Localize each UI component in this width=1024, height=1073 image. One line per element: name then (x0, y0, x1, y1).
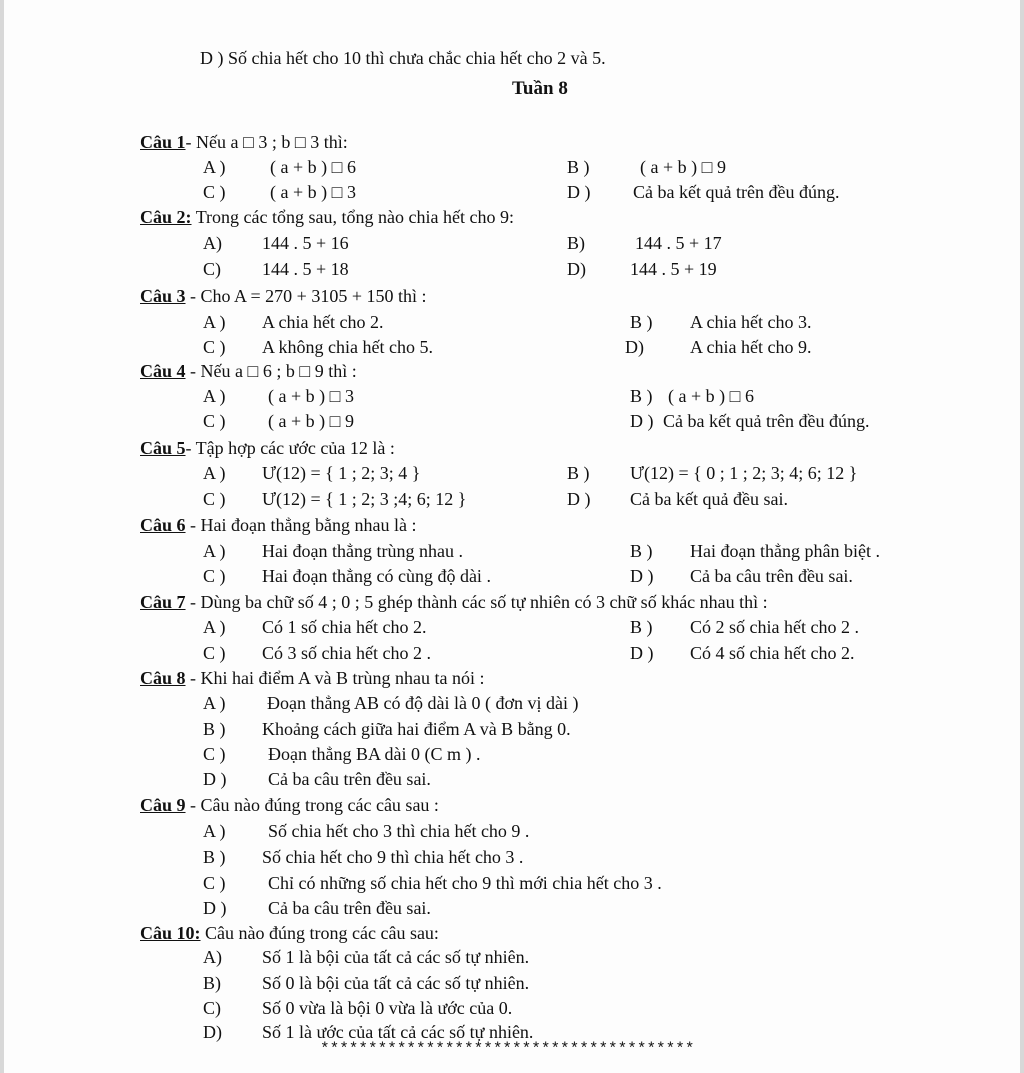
option-key: A ) (203, 617, 226, 637)
question-stem: Câu nào đúng trong các câu sau: (200, 923, 439, 943)
option-key: C ) (203, 411, 226, 431)
option-text: Cả ba kết quả trên đều đúng. (633, 182, 840, 202)
question-7-stem-line (140, 591, 768, 613)
option-text: ( a + b ) □ 9 (268, 411, 355, 431)
option-key: C ) (203, 873, 226, 893)
option-text: A chia hết cho 3. (690, 312, 812, 332)
option-text: A chia hết cho 2. (262, 312, 384, 332)
option-key: D ) (630, 411, 654, 431)
option-text: Số 0 vừa là bội 0 vừa là ước của 0. (262, 998, 513, 1018)
option-text: Có 4 số chia hết cho 2. (690, 643, 855, 663)
option-key: B ) (203, 847, 226, 867)
option-key: D ) (630, 643, 654, 663)
option-text: Hai đoạn thẳng có cùng độ dài . (262, 566, 491, 586)
option-text: A không chia hết cho 5. (262, 337, 433, 357)
option-key: D) (567, 259, 586, 279)
option-key: B ) (630, 617, 653, 637)
option-text: ( a + b ) □ 6 (270, 157, 357, 177)
option-key: A) (203, 947, 222, 967)
option-key: C) (203, 998, 221, 1018)
option-text: Số chia hết cho 9 thì chia hết cho 3 . (262, 847, 524, 867)
option-text: ( a + b ) □ 3 (268, 386, 355, 406)
option-key: A ) (203, 312, 226, 332)
option-text: Chỉ có những số chia hết cho 9 thì mới chia hết cho 3 . (268, 873, 662, 893)
question-label: Câu 1 (140, 132, 186, 152)
option-key: B ) (630, 312, 653, 332)
option-key: A ) (203, 821, 226, 841)
option-text: 144 . 5 + 18 (262, 259, 349, 279)
top-line: D ) Số chia hết cho 10 thì chưa chắc chia hết cho 2 và 5. (200, 48, 606, 68)
footer-stars: *************************************** (320, 1040, 695, 1058)
option-text: Cả ba kết quả đều sai. (630, 489, 788, 509)
option-key: B) (567, 233, 585, 253)
option-text: Có 2 số chia hết cho 2 . (690, 617, 859, 637)
question-label: Câu 6 (140, 515, 186, 535)
option-key: A) (203, 233, 222, 253)
option-text: Ư(12) = { 1 ; 2; 3 ;4; 6; 12 } (262, 489, 467, 509)
option-text: Khoảng cách giữa hai điểm A và B bằng 0. (262, 719, 571, 739)
option-text: Số 1 là bội của tất cả các số tự nhiên. (262, 947, 530, 967)
option-text: Số 0 là bội của tất cả các số tự nhiên. (262, 973, 530, 993)
option-text: Số chia hết cho 3 thì chia hết cho 9 . (268, 821, 530, 841)
option-key: C ) (203, 566, 226, 586)
question-label: Câu 5 (140, 438, 186, 458)
option-key: C ) (203, 744, 226, 764)
question-6-stem-line (140, 514, 416, 536)
option-text: Cả ba câu trên đều sai. (268, 769, 431, 789)
option-text: Đoạn thẳng BA dài 0 (C m ) . (268, 744, 481, 764)
option-key: C) (203, 259, 221, 279)
option-text: ( a + b ) □ 3 (270, 182, 357, 202)
question-label: Câu 4 (140, 361, 186, 381)
option-text: Cả ba kết quả trên đều đúng. (663, 411, 870, 431)
week-title: Tuần 8 (512, 78, 568, 99)
question-stem: - Câu nào đúng trong các câu sau : (185, 795, 439, 815)
question-label: Câu 10: (140, 923, 201, 943)
question-stem: - Tập hợp các ước của 12 là : (185, 438, 395, 458)
option-key: D ) (203, 898, 227, 918)
option-text: 144 . 5 + 16 (262, 233, 349, 253)
option-key: B) (203, 973, 221, 993)
option-key: D ) (203, 769, 227, 789)
question-3-stem-line (140, 285, 427, 307)
question-8-stem-line (140, 667, 484, 689)
option-text: Hai đoạn thẳng trùng nhau . (262, 541, 463, 561)
option-text: A chia hết cho 9. (690, 337, 812, 357)
question-stem: - Dùng ba chữ số 4 ; 0 ; 5 ghép thành các số tự nhiên có 3 chữ số khác nhau thì : (185, 592, 768, 612)
option-key: C ) (203, 182, 226, 202)
question-4-stem-line (140, 360, 357, 382)
option-key: C ) (203, 337, 226, 357)
option-text: Đoạn thẳng AB có độ dài là 0 ( đơn vị dài ) (267, 693, 579, 713)
question-2-stem-line (140, 206, 514, 228)
option-key: B ) (630, 386, 653, 406)
option-key: B ) (567, 157, 590, 177)
option-key: D) (203, 1022, 222, 1042)
question-label: Câu 3 (140, 286, 186, 306)
option-text: Hai đoạn thẳng phân biệt . (690, 541, 880, 561)
option-key: D) (625, 337, 644, 357)
question-stem: - Nếu a □ 6 ; b □ 9 thì : (185, 361, 357, 381)
question-stem: - Hai đoạn thẳng bằng nhau là : (185, 515, 417, 535)
question-1-stem-line (140, 131, 348, 153)
option-text: Ư(12) = { 0 ; 1 ; 2; 3; 4; 6; 12 } (630, 463, 858, 483)
option-text: ( a + b ) □ 9 (640, 157, 727, 177)
option-key: B ) (567, 463, 590, 483)
question-stem: Trong các tổng sau, tổng nào chia hết cho 9: (191, 207, 514, 227)
question-label: Câu 9 (140, 795, 186, 815)
question-stem: - Cho A = 270 + 3105 + 150 thì : (185, 286, 427, 306)
option-text: 144 . 5 + 19 (630, 259, 717, 279)
option-key: D ) (567, 182, 591, 202)
option-key: D ) (567, 489, 591, 509)
option-key: A ) (203, 157, 226, 177)
question-label: Câu 2: (140, 207, 192, 227)
question-stem: - Nếu a □ 3 ; b □ 3 thì: (185, 132, 348, 152)
question-5-stem-line (140, 437, 395, 459)
option-key: A ) (203, 386, 226, 406)
option-text: Có 1 số chia hết cho 2. (262, 617, 427, 637)
question-label: Câu 7 (140, 592, 186, 612)
page-edge-left (0, 0, 4, 1073)
option-text: Số 1 là ước của tất cả các số tự nhiên. (262, 1022, 534, 1042)
option-text: ( a + b ) □ 6 (668, 386, 755, 406)
option-key: C ) (203, 489, 226, 509)
question-stem: - Khi hai điểm A và B trùng nhau ta nói : (185, 668, 485, 688)
option-key: A ) (203, 541, 226, 561)
question-label: Câu 8 (140, 668, 186, 688)
option-key: A ) (203, 693, 226, 713)
page-edge-right (1020, 0, 1024, 1073)
question-9-stem-line (140, 794, 439, 816)
option-text: Cả ba câu trên đều sai. (268, 898, 431, 918)
option-text: 144 . 5 + 17 (635, 233, 722, 253)
option-key: D ) (630, 566, 654, 586)
question-10-stem-line (140, 922, 439, 944)
option-key: B ) (203, 719, 226, 739)
option-text: Có 3 số chia hết cho 2 . (262, 643, 431, 663)
option-key: A ) (203, 463, 226, 483)
option-text: Ư(12) = { 1 ; 2; 3; 4 } (262, 463, 421, 483)
option-key: B ) (630, 541, 653, 561)
option-key: C ) (203, 643, 226, 663)
option-text: Cả ba câu trên đều sai. (690, 566, 853, 586)
